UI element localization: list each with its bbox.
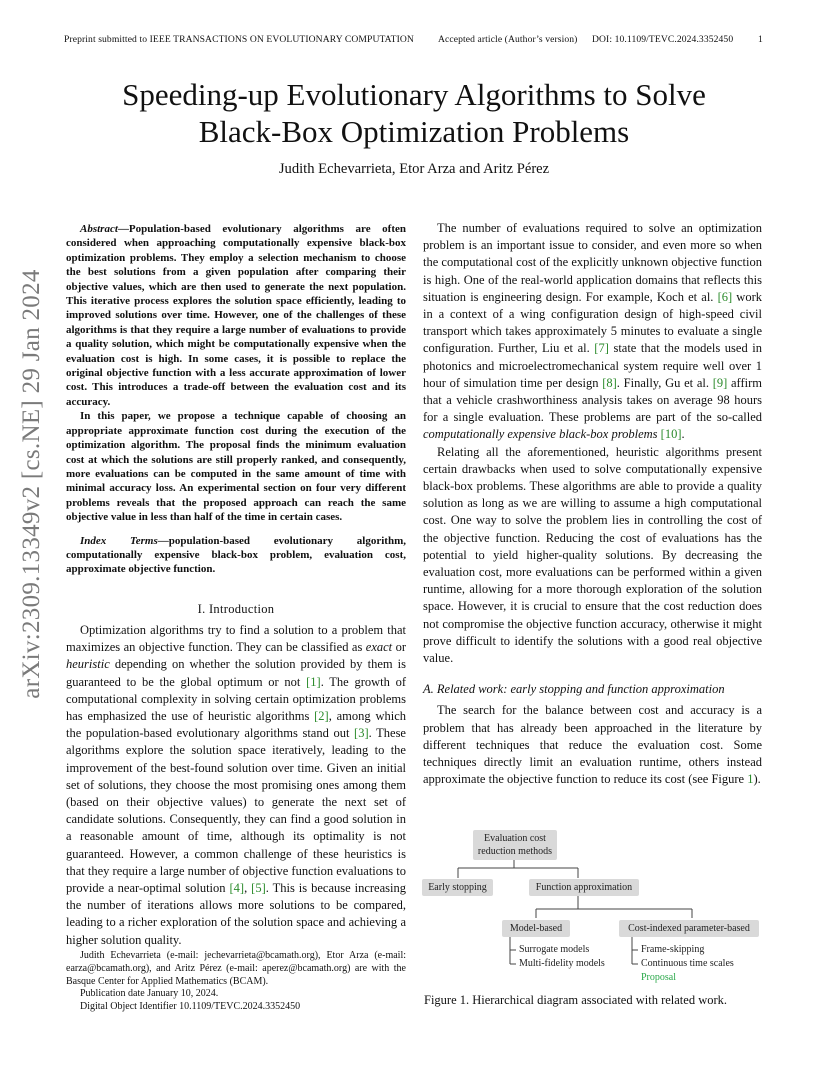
arxiv-stamp[interactable]: arXiv:2309.13349v2 [cs.NE] 29 Jan 2024	[18, 269, 45, 699]
citation-link[interactable]: [3]	[354, 726, 369, 741]
index-terms-label: Index Terms	[80, 534, 158, 547]
intro-paragraph: Optimization algorithms try to find a solution to a problem that maximizes an objective function. They can be classified as exact or heuristic depending on whether the solution provided by them is guaranteed to be the global optimum or not [1]. The growth of computational complexity in solving certain optimization problems has emphasized the use of heuristic algorithms [2], among which the population-based evolutionary algorithms stand out [3]. These algorithms explore the solution space iteratively, leading to the improvement of the best-found solution over time. Given an initial set of solutions, they choose the most promising ones among them (based on their objective values) to generate the next set of candidate solutions. Consequently, they can find a good solution in a reasonable amount of time, although its optimality is not guaranteed. However, a common challenge of these heuristics is that they require a large number of objective function evaluations to provide a near-optimal solution [4], [5]. This is because increasing the number of iterations allows more solutions to be compared, leading to a richer exploration of the solution space and achieving a higher solution quality.	[66, 622, 406, 947]
right-column	[423, 220, 762, 789]
citation-link[interactable]: [1]	[306, 674, 321, 689]
citation-link[interactable]: [4]	[229, 881, 245, 895]
right-paragraph-3: The search for the balance between cost and accuracy is a problem that has already been approached in the literature by different techniques that reduce the evaluation cost. Some techniques directly limit an evaluation runtime, others instead approximate the objective function to reduce its cost (see Figure 1).	[423, 703, 762, 787]
citation-link[interactable]: [2]	[314, 708, 329, 723]
figure-1-diagram	[422, 826, 762, 991]
leaf-surrogate-models: Surrogate models	[519, 944, 590, 955]
citation-link[interactable]: [7]	[594, 341, 609, 356]
running-header-left: Preprint submitted to IEEE TRANSACTIONS ON EVOLUTIONARY COMPUTATION	[64, 34, 414, 45]
left-column	[66, 222, 406, 949]
running-header-doi[interactable]: DOI: 10.1109/TEVC.2024.3352450	[592, 34, 734, 45]
citation-link[interactable]: [5]	[251, 881, 266, 895]
abstract-label: Abstract	[80, 223, 118, 235]
leaf-multi-fidelity-models: Multi-fidelity models	[519, 958, 605, 969]
citation-link[interactable]: [10]	[660, 427, 682, 442]
footnote-publication-date: Publication date January 10, 2024.	[80, 988, 219, 1000]
node-early-stopping: Early stopping	[422, 879, 493, 896]
abstract-paragraph-1: Abstract—Population-based evolutionary algorithms are often considered when approaching computationally expensive black-box optimization problems. They employ a selection mechanism to choose the best solutions from a given population after comparing their objective values, which are then used to generate the next population. This iterative process explores the solution space efficiently, leading to improved solutions over time. However, one of the challenges of these algorithms is that they require a large number of evaluations to provide a quality solution, which might be computationally expensive when the evaluation cost is high. In some cases, it is possible to replace the original objective function with a less accurate approximation of lower cost. This introduces a trade-off between the evaluation cost and its accuracy.	[66, 223, 406, 408]
citation-link[interactable]: [9]	[712, 375, 728, 390]
footnote-affiliation: Judith Echevarrieta (e-mail: jechevarrieta@bcamath.org), Etor Arza (e-mail: earza@bcamath.org), and Aritz Pérez (e-mail: aperez@bcamath.org) are with the Basque Center for Applied Mathematics (BCAM).	[66, 950, 406, 987]
leaf-continuous-time-scales: Continuous time scales	[641, 958, 734, 969]
author-list: Judith Echevarrieta, Etor Arza and Aritz Pérez	[278, 161, 550, 177]
figure-1-caption: Figure 1. Hierarchical diagram associated with related work.	[424, 993, 728, 1007]
footnote-doi: Digital Object Identifier 10.1109/TEVC.2024.3352450	[80, 1001, 301, 1013]
subsection-heading-related-work: A. Related work: early stopping and function approximation	[423, 682, 725, 697]
paper-title	[0, 76, 828, 150]
leaf-frame-skipping: Frame-skipping	[641, 944, 705, 955]
figure-link[interactable]: 1	[747, 772, 754, 787]
citation-link[interactable]: [8]	[602, 375, 617, 390]
title-line-2: Black-Box Optimization Problems	[198, 114, 630, 149]
page-number: 1	[758, 34, 763, 45]
node-model-based: Model-based	[502, 920, 570, 937]
right-paragraph-2: Relating all the aforementioned, heuristic algorithms present certain drawbacks when used to solve computationally expensive black-box problems. These algorithms are able to provide a quality solution as long as we are willing to assume a high computational cost. One way to solve the problem lies in controlling the cost of the objective function. Reducing the cost of evaluations has the potential to yield higher-quality solutions. By decreasing the evaluation cost, more evaluations can be performed within a given runtime, allowing for a more thorough exploration of the solution space. However, it is crucial to ensure that the cost reduction does not compromise the objective function accuracy, otherwise it might prove difficult to identify the solutions with a good real objective value.	[423, 444, 762, 666]
node-evaluation-cost-reduction-methods: Evaluation cost reduction methods	[473, 830, 557, 860]
citation-link[interactable]: [6]	[717, 289, 733, 304]
title-line-1: Speeding-up Evolutionary Algorithms to Solve	[122, 77, 706, 112]
section-heading-introduction: I. Introduction	[197, 601, 275, 616]
index-terms: Index Terms—population-based evolutionary algorithm, computationally expensive black-box problem, evaluation cost, approximate objective function.	[66, 534, 406, 576]
node-function-approximation: Function approximation	[529, 879, 639, 896]
leaf-proposal: Proposal	[641, 972, 676, 983]
right-paragraph-1: The number of evaluations required to solve an optimization problem is an important issue to consider, and even more so when the computational cost of the explicitly unknown objective function is high. One of the real-world application domains that reflects this situation is engineering design. For example, Koch et al. [6] work in a context of a wing configuration design of high-speed civil transport which takes approximately 5 minutes to evaluate a single configuration. Further, Liu et al. [7] state that the models used in photonics and microelectromechanical system require well over 1 hour of simulation time per design [8]. Finally, Gu et al. [9] affirm that a vehicle crashworthiness analysis takes on average 98 hours for a single evaluation. These problems are part of the so-called computationally expensive black-box problems [10].	[423, 221, 762, 442]
abstract-paragraph-2: In this paper, we propose a technique capable of choosing an appropriate approximate function cost during the execution of the optimization algorithm. The proposal finds the minimum evaluation cost at which the solutions are still properly ranked, and consequently, more evaluations can be computed in the same amount of time with minimal accuracy loss. An experimental section on four very different problems reveals that the proposed approach can reach the same objective value in less than half of the time in certain cases.	[66, 410, 406, 524]
node-cost-indexed-parameter-based: Cost-indexed parameter-based	[619, 920, 759, 937]
running-header-status: Accepted article (Author’s version)	[438, 34, 578, 45]
footnote	[66, 950, 406, 1014]
